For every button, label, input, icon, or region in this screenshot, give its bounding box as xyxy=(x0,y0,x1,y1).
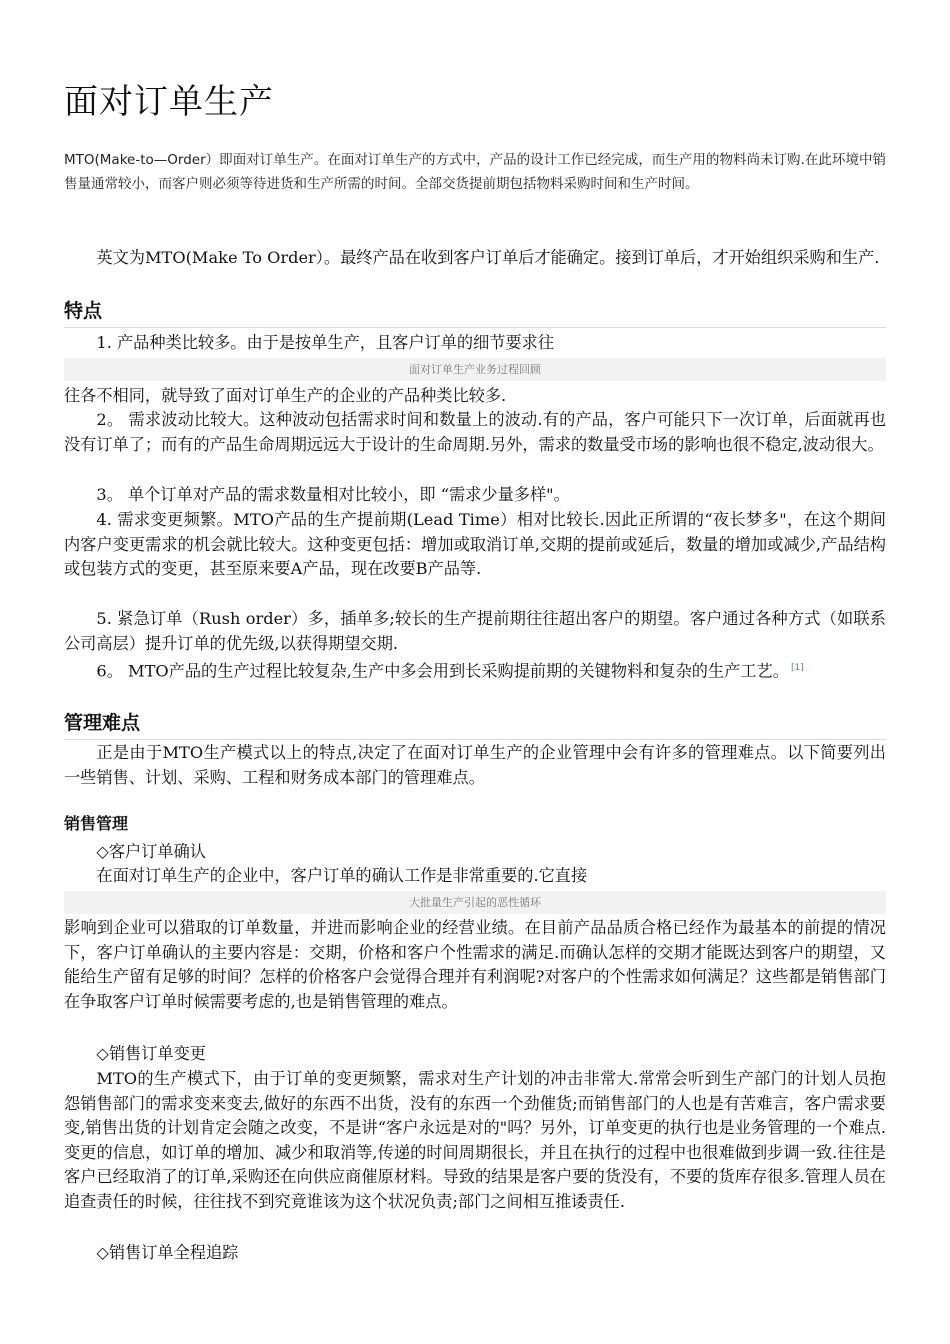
feature-item-1-end: 往各不相同，就导致了面对订单生产的企业的产品种类比较多. xyxy=(64,386,507,405)
feature-item-2: 2。 需求波动比较大。这种波动包括需求时间和数量上的波动.有的产品，客户可能只下一次订单，后面就再也没有订单了；而有的产品生命周期远远大于设计的生命周期.另外，需求的数量受市场的影响也很不稳定,波动很大。 xyxy=(64,410,886,454)
english-name-paragraph: 英文为MTO(Make To Order）。最终产品在收到客户订单后才能确定。接到订单后，才开始组织采购和生产. xyxy=(96,248,880,267)
sales-bullet-order-tracking: ◇销售订单全程追踪 xyxy=(96,1243,239,1262)
feature-item-4: 4. 需求变更频繁。MTO产品的生产提前期(Lead Time）相对比较长.因此正所谓的“夜长梦多"，在这个期间内客户变更需求的机会就比较大。这种变更包括：增加或取消订单,交期的提前或延后，数量的增加或减少,产品结构或包装方式的变更，甚至原来要A产品，现在改要B产品等. xyxy=(64,510,886,578)
sales-order-change-text: MTO的生产模式下，由于订单的变更频繁，需求对生产计划的冲击非常大.常常会听到生产部门的计划人员抱怨销售部门的需求变来变去,做好的东西不出货，没有的东西一个劲催货;而销售部门的人也是有苦难言，客户需求要变,销售出货的计划肯定会随之改变，不是讲“客户永远是对的"吗？另外，订单变更的执行也是业务管理的一个难点.变更的信息，如订单的增加、减少和取消等,传递的时间周期很长，并且在执行的过程中也很难做到步调一致.往往是客户已经取消了的订单,采购还在向供应商催原材料。导致的结果是客户要的货没有，不要的货库存很多.管理人员在追查责任的时候，往往找不到究竟谁该为这个状况负责;部门之间相互推诿责任. xyxy=(64,1069,886,1211)
sales-order-confirm-text-end: 影响到企业可以猎取的订单数量，并进而影响企业的经营业绩。在目前产品品质合格已经作为最基本的前提的情况下，客户订单确认的主要内容是：交期，价格和客户个性需求的满足.而确认怎样的交期才能既达到客户的期望，又能给生产留有足够的时间？怎样的价格客户会觉得合理并有利润呢?对客户的个性需求如何满足？这些都是销售部门在争取客户订单时候需要考虑的,也是销售管理的难点。 xyxy=(64,918,886,1011)
intro-paragraph: MTO(Make-to—Order）即面对订单生产。在面对订单生产的方式中，产品的设计工作已经完成，而生产用的物料尚未订购.在此环境中销售量通常较小，而客户则必须等待进货和生产所需的时间。全部交货提前期包括物料采购时间和生产时间。 xyxy=(64,152,886,192)
sales-bullet-order-confirm: ◇客户订单确认 xyxy=(96,842,206,861)
sales-bullet-order-change: ◇销售订单变更 xyxy=(96,1044,206,1063)
page-title: 面对订单生产 xyxy=(64,82,274,122)
image-caption-vicious-cycle: 大批量生产引起的恶性循环 xyxy=(64,891,886,914)
feature-item-6-text: 6。 MTO产品的生产过程比较复杂,生产中多会用到长采购提前期的关键物料和复杂的生产工艺。 xyxy=(96,661,789,681)
section-heading-difficulty: 管理难点 xyxy=(64,712,141,734)
feature-item-6 xyxy=(64,656,886,684)
sales-order-confirm-text-start: 在面对订单生产的企业中，客户订单的确认工作是非常重要的.它直接 xyxy=(96,866,588,885)
subsection-heading-sales: 销售管理 xyxy=(64,814,129,833)
image-caption-business-process: 面对订单生产业务过程回顾 xyxy=(64,358,886,381)
section-heading-features: 特点 xyxy=(64,300,103,322)
feature-item-1-start: 1. 产品种类比较多。由于是按单生产，且客户订单的细节要求往 xyxy=(96,333,555,352)
section-divider xyxy=(64,327,886,328)
feature-item-3: 3。 单个订单对产品的需求数量相对比较小，即 “需求少量多样"。 xyxy=(96,485,570,504)
citation-link[interactable]: [1] xyxy=(790,663,804,673)
difficulty-intro: 正是由于MTO生产模式以上的特点,决定了在面对订单生产的企业管理中会有许多的管理难点。以下简要列出一些销售、计划、采购、工程和财务成本部门的管理难点。 xyxy=(64,743,886,787)
section-divider xyxy=(64,739,886,740)
feature-item-5: 5. 紧急订单（Rush order）多，插单多;较长的生产提前期往往超出客户的期望。客户通过各种方式（如联系公司高层）提升订单的优先级,以获得期望交期. xyxy=(64,609,886,653)
